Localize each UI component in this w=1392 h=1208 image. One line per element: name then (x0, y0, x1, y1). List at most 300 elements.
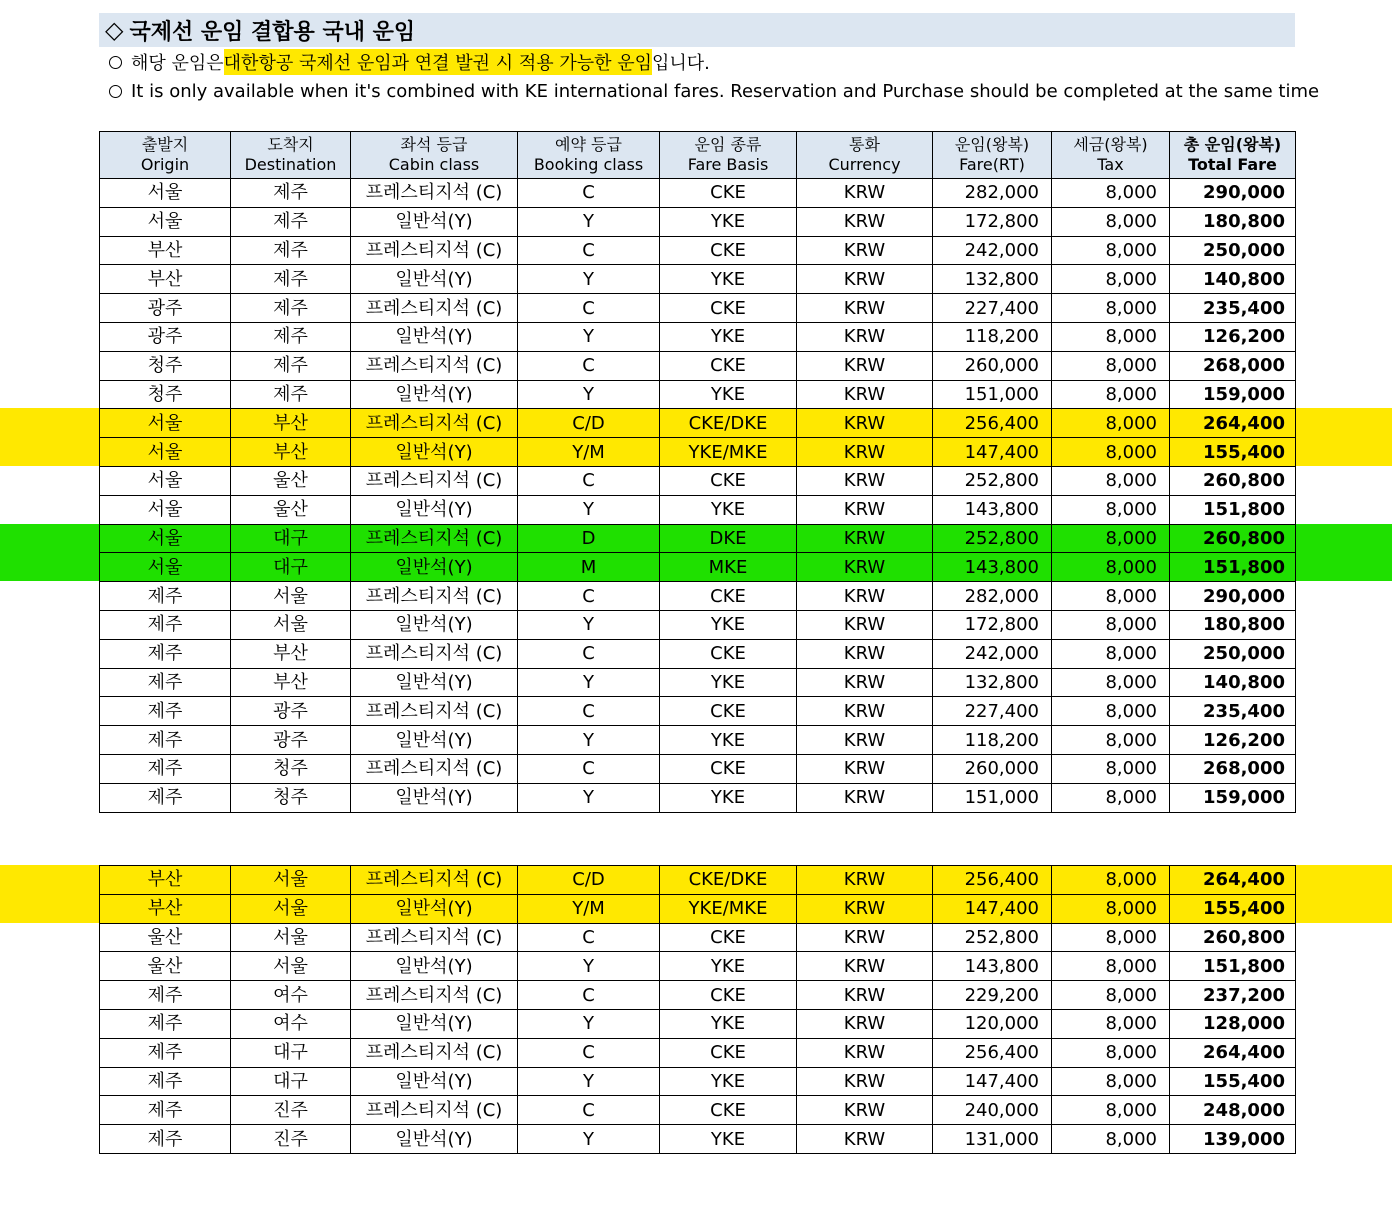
note-english (109, 79, 1319, 103)
origin-cell: 광주 (100, 322, 231, 351)
fare-table-header (100, 132, 1296, 179)
fare-basis-cell: YKE (660, 952, 797, 981)
cabin-class-cell: 프레스티지석 (C) (351, 236, 518, 265)
fare-cell: 172,800 (933, 610, 1052, 639)
fare-cell: 143,800 (933, 553, 1052, 582)
origin-cell: 서울 (100, 524, 231, 553)
cabin-class-cell: 프레스티지석 (C) (351, 351, 518, 380)
tax-cell: 8,000 (1052, 1096, 1170, 1125)
booking-class-cell: Y (518, 1009, 660, 1038)
column-header-ko: 운임(왕복) (954, 135, 1030, 154)
tax-cell: 8,000 (1052, 524, 1170, 553)
booking-class-cell: Y (518, 783, 660, 812)
destination-cell: 서울 (231, 923, 351, 952)
note-korean-highlight: 대한항공 국제선 운임과 연결 발권 시 적용 가능한 운임 (224, 49, 652, 75)
table-row (100, 380, 1296, 409)
currency-cell: KRW (797, 409, 933, 438)
destination-cell: 제주 (231, 179, 351, 208)
fare-basis-cell: CKE (660, 179, 797, 208)
currency-cell: KRW (797, 553, 933, 582)
cabin-class-cell: 일반석(Y) (351, 783, 518, 812)
column-header-ko: 출발지 (141, 135, 189, 154)
table-row (100, 294, 1296, 323)
currency-cell: KRW (797, 1038, 933, 1067)
total-fare-cell: 264,400 (1170, 866, 1296, 895)
fare-cell: 118,200 (933, 726, 1052, 755)
fare-cell: 172,800 (933, 207, 1052, 236)
booking-class-cell: C (518, 351, 660, 380)
total-fare-cell: 159,000 (1170, 380, 1296, 409)
cabin-class-cell: 프레스티지석 (C) (351, 582, 518, 611)
table-row (100, 981, 1296, 1010)
cabin-class-cell: 프레스티지석 (C) (351, 1038, 518, 1067)
total-fare-cell: 159,000 (1170, 783, 1296, 812)
column-header (660, 132, 797, 179)
column-header-en: Booking class (533, 155, 644, 174)
currency-cell: KRW (797, 265, 933, 294)
table-row (100, 466, 1296, 495)
booking-class-cell: C (518, 923, 660, 952)
currency-cell: KRW (797, 582, 933, 611)
cabin-class-cell: 프레스티지석 (C) (351, 923, 518, 952)
total-fare-cell: 140,800 (1170, 668, 1296, 697)
total-fare-cell: 260,800 (1170, 923, 1296, 952)
origin-cell: 울산 (100, 923, 231, 952)
column-header-ko: 총 운임(왕복) (1183, 135, 1282, 154)
destination-cell: 청주 (231, 783, 351, 812)
table-row (100, 553, 1296, 582)
origin-cell: 서울 (100, 438, 231, 467)
cabin-class-cell: 일반석(Y) (351, 1009, 518, 1038)
currency-cell: KRW (797, 639, 933, 668)
destination-cell: 청주 (231, 754, 351, 783)
booking-class-cell: C (518, 294, 660, 323)
table-row (100, 783, 1296, 812)
booking-class-cell: C (518, 179, 660, 208)
fare-basis-cell: YKE (660, 207, 797, 236)
origin-cell: 부산 (100, 866, 231, 895)
tax-cell: 8,000 (1052, 179, 1170, 208)
total-fare-cell: 264,400 (1170, 1038, 1296, 1067)
destination-cell: 대구 (231, 1067, 351, 1096)
cabin-class-cell: 프레스티지석 (C) (351, 466, 518, 495)
currency-cell: KRW (797, 1009, 933, 1038)
fare-basis-cell: CKE (660, 294, 797, 323)
fare-table-2 (99, 865, 1296, 1154)
fare-basis-cell: YKE (660, 668, 797, 697)
fare-cell: 120,000 (933, 1009, 1052, 1038)
tax-cell: 8,000 (1052, 610, 1170, 639)
fare-basis-cell: MKE (660, 553, 797, 582)
table-row (100, 866, 1296, 895)
column-header (351, 132, 518, 179)
tax-cell: 8,000 (1052, 553, 1170, 582)
note-korean-suffix: 입니다. (651, 53, 710, 74)
currency-cell: KRW (797, 236, 933, 265)
total-fare-cell: 155,400 (1170, 1067, 1296, 1096)
cabin-class-cell: 일반석(Y) (351, 553, 518, 582)
fare-cell: 256,400 (933, 866, 1052, 895)
booking-class-cell: Y (518, 495, 660, 524)
fare-basis-cell: CKE (660, 1038, 797, 1067)
tax-cell: 8,000 (1052, 409, 1170, 438)
tax-cell: 8,000 (1052, 754, 1170, 783)
origin-cell: 서울 (100, 553, 231, 582)
fare-cell: 256,400 (933, 409, 1052, 438)
currency-cell: KRW (797, 866, 933, 895)
origin-cell: 제주 (100, 1038, 231, 1067)
total-fare-cell: 140,800 (1170, 265, 1296, 294)
booking-class-cell: C (518, 754, 660, 783)
table-row (100, 923, 1296, 952)
table-row (100, 610, 1296, 639)
booking-class-cell: C (518, 639, 660, 668)
total-fare-cell: 250,000 (1170, 236, 1296, 265)
origin-cell: 제주 (100, 1009, 231, 1038)
note-korean-prefix: 해당 운임은 (131, 53, 224, 74)
diamond-icon: ◇ (105, 16, 124, 44)
origin-cell: 울산 (100, 952, 231, 981)
currency-cell: KRW (797, 294, 933, 323)
tax-cell: 8,000 (1052, 923, 1170, 952)
column-header-en: Cabin class (388, 155, 480, 174)
currency-cell: KRW (797, 783, 933, 812)
tax-cell: 8,000 (1052, 265, 1170, 294)
cabin-class-cell: 일반석(Y) (351, 894, 518, 923)
column-header-en: Fare Basis (687, 155, 769, 174)
fare-cell: 242,000 (933, 236, 1052, 265)
tax-cell: 8,000 (1052, 582, 1170, 611)
booking-class-cell: Y (518, 380, 660, 409)
destination-cell: 대구 (231, 1038, 351, 1067)
fare-cell: 227,400 (933, 697, 1052, 726)
tax-cell: 8,000 (1052, 981, 1170, 1010)
total-fare-cell: 155,400 (1170, 438, 1296, 467)
currency-cell: KRW (797, 322, 933, 351)
table-row (100, 1067, 1296, 1096)
fare-cell: 147,400 (933, 438, 1052, 467)
fare-basis-cell: YKE (660, 380, 797, 409)
destination-cell: 제주 (231, 351, 351, 380)
fare-cell: 227,400 (933, 294, 1052, 323)
column-header-ko: 도착지 (267, 135, 314, 154)
total-fare-cell: 155,400 (1170, 894, 1296, 923)
fare-basis-cell: CKE (660, 981, 797, 1010)
cabin-class-cell: 프레스티지석 (C) (351, 697, 518, 726)
tax-cell: 8,000 (1052, 952, 1170, 981)
column-header (231, 132, 351, 179)
column-header-en: Destination (244, 155, 337, 174)
total-fare-cell: 264,400 (1170, 409, 1296, 438)
booking-class-cell: Y (518, 610, 660, 639)
booking-class-cell: C (518, 1096, 660, 1125)
column-header-en: Tax (1097, 155, 1124, 174)
fare-basis-cell: CKE (660, 754, 797, 783)
booking-class-cell: C/D (518, 866, 660, 895)
origin-cell: 제주 (100, 783, 231, 812)
origin-cell: 부산 (100, 894, 231, 923)
destination-cell: 진주 (231, 1096, 351, 1125)
table-row (100, 1038, 1296, 1067)
currency-cell: KRW (797, 438, 933, 467)
total-fare-cell: 268,000 (1170, 754, 1296, 783)
table-row (100, 1125, 1296, 1154)
origin-cell: 청주 (100, 380, 231, 409)
currency-cell: KRW (797, 466, 933, 495)
table-row (100, 322, 1296, 351)
origin-cell: 제주 (100, 1067, 231, 1096)
tax-cell: 8,000 (1052, 294, 1170, 323)
tax-cell: 8,000 (1052, 668, 1170, 697)
column-header (518, 132, 660, 179)
total-fare-cell: 290,000 (1170, 179, 1296, 208)
table-row (100, 668, 1296, 697)
table-row (100, 207, 1296, 236)
origin-cell: 서울 (100, 207, 231, 236)
currency-cell: KRW (797, 610, 933, 639)
column-header (1052, 132, 1170, 179)
table-row (100, 894, 1296, 923)
currency-cell: KRW (797, 697, 933, 726)
tax-cell: 8,000 (1052, 697, 1170, 726)
fare-basis-cell: CKE (660, 351, 797, 380)
page-title-text: 국제선 운임 결합용 국내 운임 (129, 19, 416, 45)
note-english-text: It is only available when it's combined with KE international fares. Reservation and Purchase should be completed at the same time (131, 80, 1320, 102)
origin-cell: 제주 (100, 1125, 231, 1154)
destination-cell: 부산 (231, 668, 351, 697)
cabin-class-cell: 프레스티지석 (C) (351, 754, 518, 783)
booking-class-cell: C (518, 1038, 660, 1067)
fare-basis-cell: YKE (660, 322, 797, 351)
origin-cell: 제주 (100, 639, 231, 668)
tax-cell: 8,000 (1052, 322, 1170, 351)
fare-cell: 143,800 (933, 495, 1052, 524)
table-row (100, 952, 1296, 981)
cabin-class-cell: 일반석(Y) (351, 668, 518, 697)
destination-cell: 대구 (231, 553, 351, 582)
fare-basis-cell: CKE (660, 697, 797, 726)
currency-cell: KRW (797, 1067, 933, 1096)
table-row (100, 495, 1296, 524)
fare-cell: 240,000 (933, 1096, 1052, 1125)
total-fare-cell: 180,800 (1170, 610, 1296, 639)
destination-cell: 제주 (231, 294, 351, 323)
booking-class-cell: Y/M (518, 894, 660, 923)
destination-cell: 광주 (231, 726, 351, 755)
column-header-ko: 운임 종류 (694, 135, 762, 154)
fare-cell: 118,200 (933, 322, 1052, 351)
cabin-class-cell: 일반석(Y) (351, 1125, 518, 1154)
cabin-class-cell: 일반석(Y) (351, 495, 518, 524)
fare-basis-cell: CKE (660, 466, 797, 495)
origin-cell: 청주 (100, 351, 231, 380)
booking-class-cell: C (518, 981, 660, 1010)
tax-cell: 8,000 (1052, 380, 1170, 409)
currency-cell: KRW (797, 1096, 933, 1125)
origin-cell: 서울 (100, 495, 231, 524)
total-fare-cell: 126,200 (1170, 322, 1296, 351)
fare-cell: 260,000 (933, 351, 1052, 380)
fare-cell: 229,200 (933, 981, 1052, 1010)
total-fare-cell: 235,400 (1170, 294, 1296, 323)
tax-cell: 8,000 (1052, 207, 1170, 236)
booking-class-cell: Y (518, 952, 660, 981)
fare-cell: 260,000 (933, 754, 1052, 783)
cabin-class-cell: 일반석(Y) (351, 952, 518, 981)
currency-cell: KRW (797, 894, 933, 923)
fare-cell: 242,000 (933, 639, 1052, 668)
cabin-class-cell: 일반석(Y) (351, 265, 518, 294)
table-row (100, 409, 1296, 438)
fare-table-1 (99, 131, 1296, 813)
circle-bullet-icon (109, 85, 122, 98)
destination-cell: 제주 (231, 207, 351, 236)
destination-cell: 제주 (231, 236, 351, 265)
cabin-class-cell: 프레스티지석 (C) (351, 524, 518, 553)
origin-cell: 제주 (100, 726, 231, 755)
total-fare-cell: 180,800 (1170, 207, 1296, 236)
tax-cell: 8,000 (1052, 1067, 1170, 1096)
cabin-class-cell: 일반석(Y) (351, 438, 518, 467)
total-fare-cell: 268,000 (1170, 351, 1296, 380)
booking-class-cell: Y (518, 1067, 660, 1096)
note-korean (109, 50, 710, 74)
circle-bullet-icon (109, 56, 122, 69)
booking-class-cell: Y (518, 726, 660, 755)
table-row (100, 179, 1296, 208)
cabin-class-cell: 프레스티지석 (C) (351, 409, 518, 438)
fare-basis-cell: CKE (660, 582, 797, 611)
tax-cell: 8,000 (1052, 1038, 1170, 1067)
origin-cell: 서울 (100, 466, 231, 495)
column-header-ko: 세금(왕복) (1073, 135, 1148, 154)
currency-cell: KRW (797, 981, 933, 1010)
origin-cell: 서울 (100, 179, 231, 208)
destination-cell: 부산 (231, 639, 351, 668)
fare-cell: 252,800 (933, 466, 1052, 495)
fare-cell: 147,400 (933, 894, 1052, 923)
booking-class-cell: Y (518, 1125, 660, 1154)
destination-cell: 서울 (231, 866, 351, 895)
destination-cell: 제주 (231, 322, 351, 351)
currency-cell: KRW (797, 524, 933, 553)
fare-basis-cell: YKE (660, 1009, 797, 1038)
tax-cell: 8,000 (1052, 351, 1170, 380)
booking-class-cell: C (518, 582, 660, 611)
origin-cell: 부산 (100, 236, 231, 265)
cabin-class-cell: 프레스티지석 (C) (351, 639, 518, 668)
fare-basis-cell: CKE (660, 639, 797, 668)
table-row (100, 582, 1296, 611)
booking-class-cell: D (518, 524, 660, 553)
cabin-class-cell: 일반석(Y) (351, 1067, 518, 1096)
table-row (100, 726, 1296, 755)
column-header-en: Fare(RT) (959, 155, 1025, 174)
cabin-class-cell: 프레스티지석 (C) (351, 1096, 518, 1125)
currency-cell: KRW (797, 754, 933, 783)
fare-cell: 151,000 (933, 380, 1052, 409)
fare-cell: 143,800 (933, 952, 1052, 981)
origin-cell: 부산 (100, 265, 231, 294)
fare-cell: 256,400 (933, 1038, 1052, 1067)
cabin-class-cell: 프레스티지석 (C) (351, 179, 518, 208)
booking-class-cell: C (518, 236, 660, 265)
fare-cell: 252,800 (933, 524, 1052, 553)
fare-cell: 132,800 (933, 265, 1052, 294)
destination-cell: 서울 (231, 610, 351, 639)
destination-cell: 서울 (231, 952, 351, 981)
booking-class-cell: C/D (518, 409, 660, 438)
destination-cell: 서울 (231, 894, 351, 923)
fare-basis-cell: YKE/MKE (660, 894, 797, 923)
tax-cell: 8,000 (1052, 236, 1170, 265)
destination-cell: 제주 (231, 380, 351, 409)
fare-cell: 282,000 (933, 582, 1052, 611)
table-row (100, 1009, 1296, 1038)
currency-cell: KRW (797, 351, 933, 380)
fare-basis-cell: YKE (660, 495, 797, 524)
booking-class-cell: Y (518, 322, 660, 351)
column-header-en: Currency (828, 155, 901, 174)
cabin-class-cell: 프레스티지석 (C) (351, 294, 518, 323)
column-header-en: Total Fare (1188, 155, 1277, 174)
column-header (100, 132, 231, 179)
tax-cell: 8,000 (1052, 1009, 1170, 1038)
destination-cell: 광주 (231, 697, 351, 726)
currency-cell: KRW (797, 380, 933, 409)
cabin-class-cell: 프레스티지석 (C) (351, 981, 518, 1010)
destination-cell: 서울 (231, 582, 351, 611)
fare-basis-cell: YKE (660, 610, 797, 639)
tax-cell: 8,000 (1052, 466, 1170, 495)
column-header-ko: 통화 (849, 135, 880, 154)
total-fare-cell: 290,000 (1170, 582, 1296, 611)
fare-basis-cell: DKE (660, 524, 797, 553)
cabin-class-cell: 프레스티지석 (C) (351, 866, 518, 895)
tax-cell: 8,000 (1052, 1125, 1170, 1154)
fare-cell: 252,800 (933, 923, 1052, 952)
total-fare-cell: 237,200 (1170, 981, 1296, 1010)
fare-basis-cell: YKE (660, 265, 797, 294)
origin-cell: 제주 (100, 754, 231, 783)
origin-cell: 제주 (100, 668, 231, 697)
fare-basis-cell: CKE (660, 236, 797, 265)
tax-cell: 8,000 (1052, 866, 1170, 895)
table-row (100, 524, 1296, 553)
table-row (100, 351, 1296, 380)
fare-cell: 132,800 (933, 668, 1052, 697)
booking-class-cell: Y (518, 207, 660, 236)
fare-cell: 147,400 (933, 1067, 1052, 1096)
currency-cell: KRW (797, 923, 933, 952)
column-header (1170, 132, 1296, 179)
fare-cell: 131,000 (933, 1125, 1052, 1154)
currency-cell: KRW (797, 668, 933, 697)
currency-cell: KRW (797, 952, 933, 981)
fare-basis-cell: YKE (660, 1125, 797, 1154)
currency-cell: KRW (797, 1125, 933, 1154)
total-fare-cell: 151,800 (1170, 952, 1296, 981)
destination-cell: 여수 (231, 1009, 351, 1038)
column-header-ko: 예약 등급 (555, 135, 622, 154)
column-header-ko: 좌석 등급 (400, 135, 468, 154)
total-fare-cell: 151,800 (1170, 553, 1296, 582)
total-fare-cell: 235,400 (1170, 697, 1296, 726)
destination-cell: 부산 (231, 438, 351, 467)
currency-cell: KRW (797, 495, 933, 524)
table-row (100, 265, 1296, 294)
total-fare-cell: 151,800 (1170, 495, 1296, 524)
